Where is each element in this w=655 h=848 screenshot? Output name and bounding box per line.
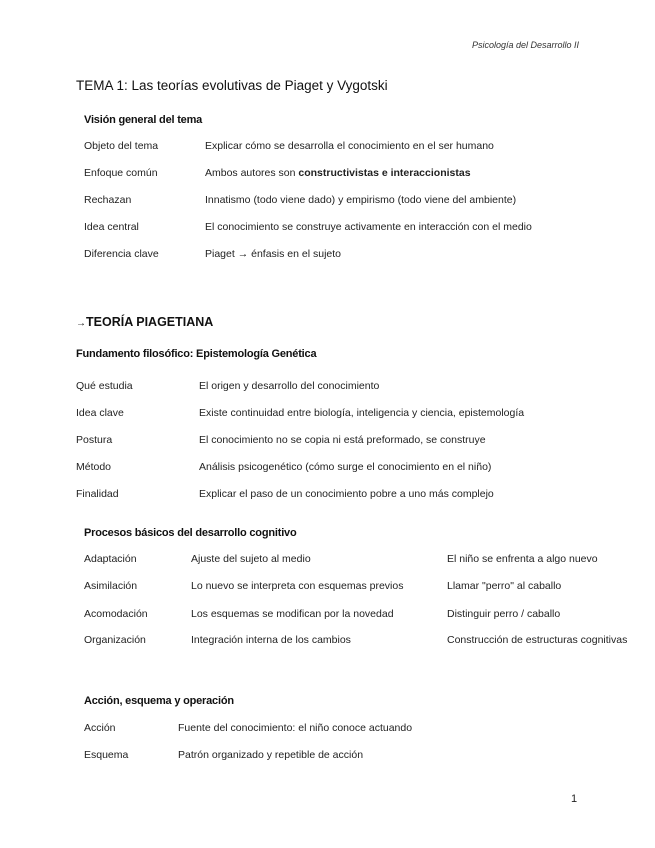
row-label: Finalidad [76,488,119,500]
table-row [0,167,655,183]
piaget-heading-text: TEORÍA PIAGETIANA [86,315,214,329]
table-row [0,434,655,450]
row-desc: Ajuste del sujeto al medio [191,553,311,565]
row-value: Fuente del conocimiento: el niño conoce actuando [178,722,413,734]
row-label: Adaptación [84,553,137,565]
table-row [0,194,655,210]
table-row [0,553,655,569]
processes-heading: Procesos básicos del desarrollo cognitivo [84,527,297,539]
row-value: El conocimiento se construye activamente en interacción con el medio [205,221,532,233]
row-value: Patrón organizado y repetible de acción [178,749,364,761]
table-row [0,722,655,738]
table-row [0,407,655,423]
row-value: Piaget → énfasis en el sujeto [205,248,341,260]
page-number: 1 [571,793,578,805]
table-row [0,608,655,624]
row-value: Análisis psicogenético (cómo surge el conocimiento en el niño) [199,461,492,473]
foundation-heading: Fundamento filosófico: Epistemología Genética [76,348,317,360]
row-label: Diferencia clave [84,248,159,260]
row-label: Idea central [84,221,139,233]
row-value [205,167,471,179]
row-value-prefix: Ambos autores son [205,167,299,179]
row-value-bold: constructivistas e interaccionistas [298,167,471,179]
row-example: El niño se enfrenta a algo nuevo [447,553,598,565]
row-label: Acomodación [84,608,148,620]
arrow-icon: → [76,318,86,329]
row-desc: Los esquemas se modifican por la novedad [191,608,394,620]
action-heading: Acción, esquema y operación [84,695,234,707]
page-title: TEMA 1: Las teorías evolutivas de Piaget y Vygotski [76,78,388,93]
row-label: Objeto del tema [84,140,159,152]
overview-heading: Visión general del tema [84,114,203,126]
table-row [0,140,655,156]
row-label: Organización [84,634,146,646]
row-label: Postura [76,434,113,446]
row-label: Método [76,461,112,473]
table-row [0,248,655,264]
row-label: Enfoque común [84,167,158,179]
row-label: Acción [84,722,116,734]
table-row [0,461,655,477]
row-value: Existe continuidad entre biología, inteligencia y ciencia, epistemología [199,407,525,419]
row-label: Asimilación [84,580,138,592]
piaget-heading [76,315,213,329]
row-value: Innatismo (todo viene dado) y empirismo (todo viene del ambiente) [205,194,517,206]
row-value: El origen y desarrollo del conocimiento [199,380,380,392]
row-example: Construcción de estructuras cognitivas [447,634,628,646]
row-example: Llamar "perro" al caballo [447,580,562,592]
row-desc: Lo nuevo se interpreta con esquemas previos [191,580,404,592]
row-label: Esquema [84,749,129,761]
row-label: Qué estudia [76,380,133,392]
row-label: Idea clave [76,407,124,419]
row-value: El conocimiento no se copia ni está preformado, se construye [199,434,486,446]
row-value: Explicar cómo se desarrolla el conocimiento en el ser humano [205,140,494,152]
table-row [0,380,655,396]
row-value: Explicar el paso de un conocimiento pobre a uno más complejo [199,488,494,500]
table-row [0,488,655,504]
row-example: Distinguir perro / caballo [447,608,561,620]
table-row [0,749,655,765]
table-row [0,221,655,237]
running-header: Psicología del Desarrollo II [471,40,579,50]
row-label: Rechazan [84,194,132,206]
row-desc: Integración interna de los cambios [191,634,351,646]
table-row [0,580,655,596]
table-row [0,634,655,650]
